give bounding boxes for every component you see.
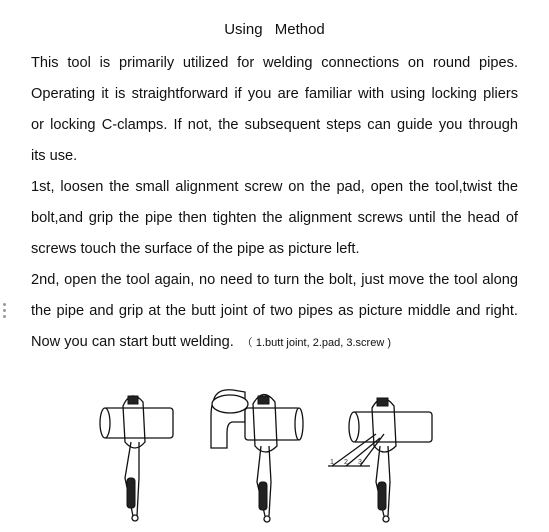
figure-label-1: 1 [330,459,334,466]
text-line: 2nd, open the tool again, no need to turn the bolt, just move the tool along [31,272,518,288]
text-line: its use. [31,148,78,164]
parts-note: （ 1.butt joint, 2.pad, 3.screw ) [241,337,391,349]
drag-handle-icon[interactable] [3,303,7,318]
closing-line [31,327,518,359]
text-line: This tool is primarily utilized for welding connections on round pipes. [31,55,518,71]
text-line: or locking C-clamps. If not, the subsequent steps can guide you through [31,117,518,133]
tool-on-pipe-illustration [95,378,180,524]
tool-on-elbow-pipe-illustration [205,378,305,524]
text-line: 1st, loosen the small alignment screw on the pad, open the tool,twist the [31,179,518,195]
instructions-body [31,48,518,359]
text-line: the pipe and grip at the butt joint of two pipes as picture middle and right. [31,303,518,319]
text-line: Operating it is straightforward if you are familiar with using locking pliers [31,86,518,102]
text-line: bolt,and grip the pipe then tighten the alignment screws until the head of [31,210,518,226]
closing-text: Now you can start butt welding. [31,334,234,350]
page-title: Using Method [224,21,325,38]
tool-on-butt-joint-illustration [322,378,437,524]
text-line: screws touch the surface of the pipe as picture left. [31,241,360,257]
figure-label-2: 2 [344,459,348,466]
figure-label-3: 3 [358,459,362,466]
